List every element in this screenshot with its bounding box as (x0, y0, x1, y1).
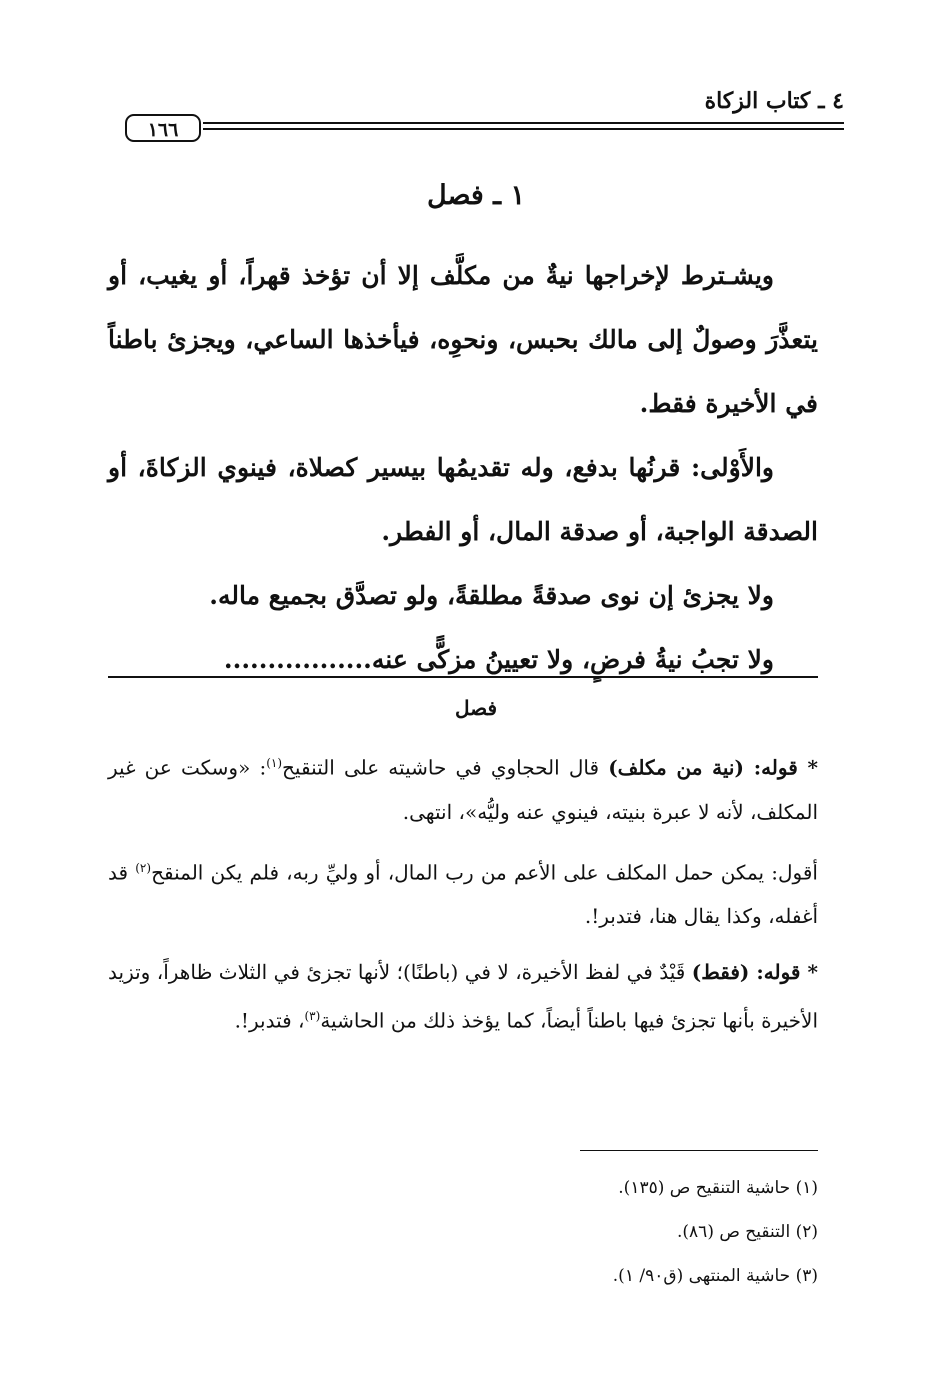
main-text (108, 244, 818, 692)
note-text: : «وسكت عن غير المكلف، لأنه لا عبرة بنيته، فينوي عنه وليُّه»، انتهى. (108, 755, 818, 824)
section-divider (108, 676, 818, 678)
page-number: ١٦٦ (125, 114, 201, 142)
main-paragraph: والأَوْلى: قرنُها بدفع، وله تقديمُها بيسير كصلاة، فينوي الزكاةَ، أو الصدقة الواجبة، أو صدقة المال، أو الفطر. (108, 453, 818, 546)
commentary (108, 741, 818, 1055)
main-paragraph: ولا يجزئ إن نوى صدقةً مطلقةً، ولو تصدَّق بجميع ماله. (209, 581, 774, 610)
header-rule (203, 128, 844, 130)
footnote-item: (٣) حاشية المنتهى (ق٩٠/ ١). (612, 1266, 818, 1286)
footnote-ref: (٢) (135, 860, 152, 875)
header-rule (203, 122, 844, 124)
section-title: ١ ـ فصل (427, 180, 525, 211)
main-paragraph-text: ولا تجبُ نيةُ فرضٍ، ولا تعيينُ مزكًّى عنه (371, 645, 774, 674)
note-text: أقول: يمكن حمل المكلف على الأعم من رب المال، أو وليِّ ربه، فلم يكن المنقح (151, 860, 818, 885)
note-lead: * قوله: (فقط) (691, 960, 818, 985)
footnotes (108, 1166, 818, 1298)
main-paragraph-last (108, 628, 818, 692)
commentary-note (108, 950, 818, 1043)
main-paragraph: ويشـترط لإخراجها نيةٌ من مكلَّف إلا أن تؤخذ قهراً، أو يغيب، أو يتعذَّرَ وصولٌ إلى مالك بحبس، ونحوِه، فيأخذها الساعي، ويجزئ باطناً في الأخيرة فقط. (108, 261, 818, 418)
note-text: قَيْدٌ في لفظ الأخيرة، لا في (باطنًا)؛ لأنها تجزئ في الثلاث ظاهراً، وتزيد الأخيرة بأنها تجزئ فيها باطناً أيضاً، كما يؤخذ ذلك من الحاشية (108, 960, 818, 1033)
footnote-ref: (١) (266, 756, 283, 770)
footnote-item: (٢) التنقيح ص (٨٦). (677, 1222, 818, 1242)
running-title: ٤ ـ كتاب الزكاة (704, 88, 844, 114)
footnote-separator (580, 1150, 818, 1151)
commentary-title: فصل (454, 696, 498, 720)
footnote-ref: (٣) (304, 1009, 321, 1024)
note-lead: * قوله: (نية من مكلف) (608, 755, 818, 780)
commentary-note (108, 741, 818, 834)
trailing-dots: ................. (223, 645, 372, 674)
note-text: قال الحجاوي في حاشيته على التنقيح (282, 755, 600, 780)
commentary-note (108, 846, 818, 939)
footnote-item: (١) حاشية التنقيح ص (١٣٥). (618, 1178, 818, 1198)
note-text: قد أغفله، وكذا يقال هنا، فتدبر!. (108, 860, 818, 929)
note-text: ، فتدبر!. (234, 1008, 305, 1033)
